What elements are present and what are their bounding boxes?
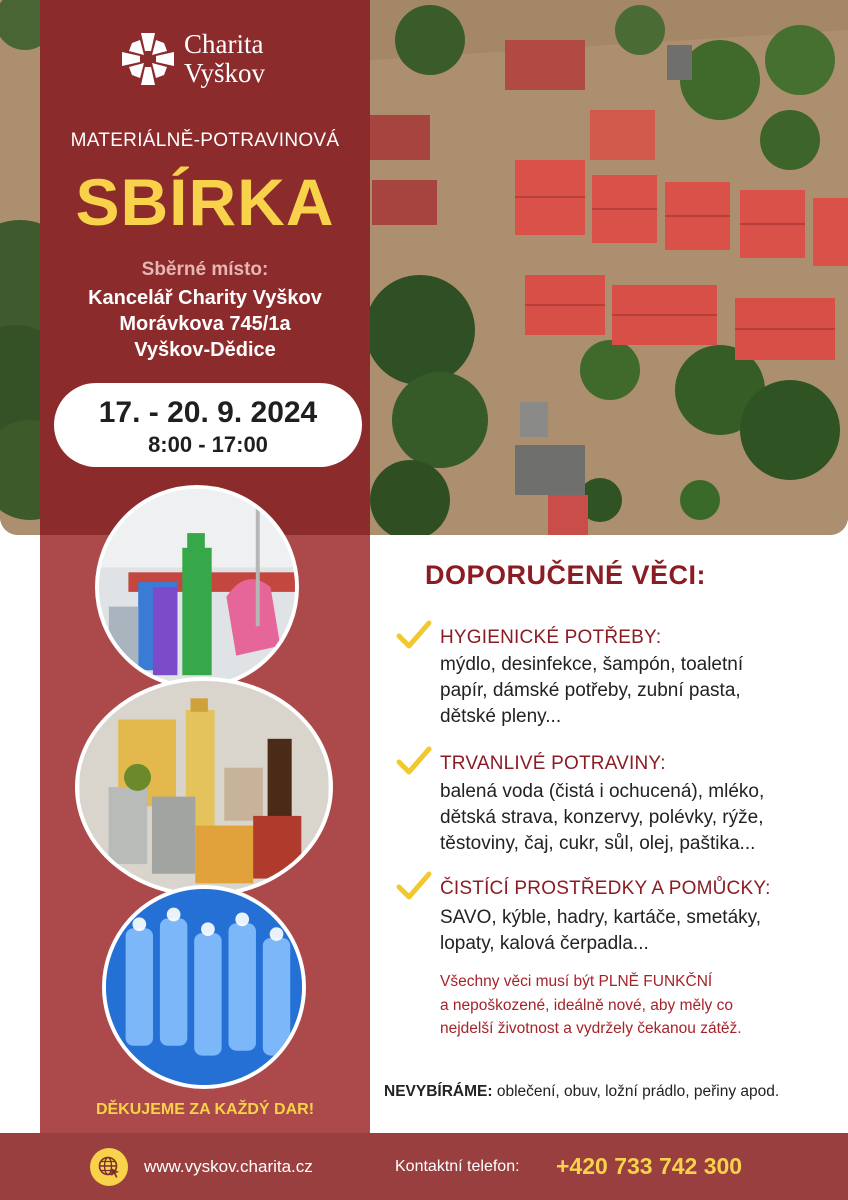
globe-cursor-icon xyxy=(90,1148,128,1186)
collection-dates: 17. - 20. 9. 2024 xyxy=(98,396,318,429)
condition-note-line-3: nejdelší životnost a vydržely čekanou zátěž. xyxy=(440,1020,742,1037)
category-food-line-1: balená voda (čistá i ochucená), mléko, xyxy=(440,781,765,802)
collection-subtitle: MATERIÁLNĚ-POTRAVINOVÁ xyxy=(70,130,340,151)
checkmark-icon xyxy=(396,746,432,776)
category-hygiene-title: HYGIENICKÉ POTŘEBY: xyxy=(440,627,662,648)
category-hygiene-line-1: mýdlo, desinfekce, šampón, toaletní xyxy=(440,654,744,675)
website-link[interactable]: www.vyskov.charita.cz xyxy=(144,1157,313,1176)
category-hygiene-items xyxy=(440,652,840,730)
date-badge xyxy=(54,383,362,467)
recommended-items-title: DOPORUČENÉ VĚCI: xyxy=(425,560,707,590)
food-supplies-photo xyxy=(75,677,333,897)
category-cleaning-items xyxy=(440,905,840,957)
logo-text xyxy=(184,30,265,88)
category-hygiene-line-3: dětské pleny... xyxy=(440,706,562,727)
checkmark-icon xyxy=(396,620,432,650)
collection-title: SBÍRKA xyxy=(75,165,335,239)
checkmark-icon xyxy=(396,871,432,901)
not-accepted-text: oblečení, obuv, ložní prádlo, peřiny apod. xyxy=(492,1083,780,1100)
collection-place-label: Sběrné místo: xyxy=(141,259,269,280)
condition-note xyxy=(440,970,840,1041)
collection-place-line-1: Kancelář Charity Vyškov xyxy=(88,287,322,309)
phone-label: Kontaktní telefon: xyxy=(395,1158,520,1175)
thanks-text: DĚKUJEME ZA KAŽDÝ DAR! xyxy=(95,1101,315,1118)
category-cleaning-line-1: SAVO, kýble, hadry, kartáče, smetáky, xyxy=(440,907,762,928)
phone-number[interactable]: +420 733 742 300 xyxy=(556,1153,743,1179)
category-food-line-3: těstoviny, čaj, cukr, sůl, olej, paštika... xyxy=(440,833,756,854)
condition-note-line-2: a nepoškozené, ideálně nové, aby měly co xyxy=(440,996,733,1014)
not-accepted-note xyxy=(384,1080,824,1104)
category-food-title: TRVANLIVÉ POTRAVINY: xyxy=(440,753,666,774)
category-food-items xyxy=(440,779,840,857)
collection-place-line-3: Vyškov-Dědice xyxy=(134,339,276,361)
not-accepted-label: NEVYBÍRÁME: xyxy=(384,1083,493,1100)
water-bottles-photo xyxy=(102,885,306,1089)
charita-logo xyxy=(120,30,265,88)
charita-cross-logo-icon xyxy=(120,31,176,87)
category-hygiene-line-2: papír, dámské potřeby, zubní pasta, xyxy=(440,680,741,701)
category-food-line-2: dětská strava, konzervy, polévky, rýže, xyxy=(440,807,764,828)
logo-line-1: Charita xyxy=(184,29,264,59)
cleaning-supplies-photo xyxy=(95,485,299,689)
collection-hours: 8:00 - 17:00 xyxy=(148,432,268,457)
collection-place-line-2: Morávkova 745/1a xyxy=(119,313,291,335)
category-cleaning-title: ČISTÍCÍ PROSTŘEDKY A POMŮCKY: xyxy=(440,878,771,899)
category-cleaning-line-2: lopaty, kalová čerpadla... xyxy=(440,933,649,954)
condition-note-line-1: Všechny věci musí být PLNĚ FUNKČNÍ xyxy=(440,973,713,990)
logo-line-2: Vyškov xyxy=(184,58,266,88)
